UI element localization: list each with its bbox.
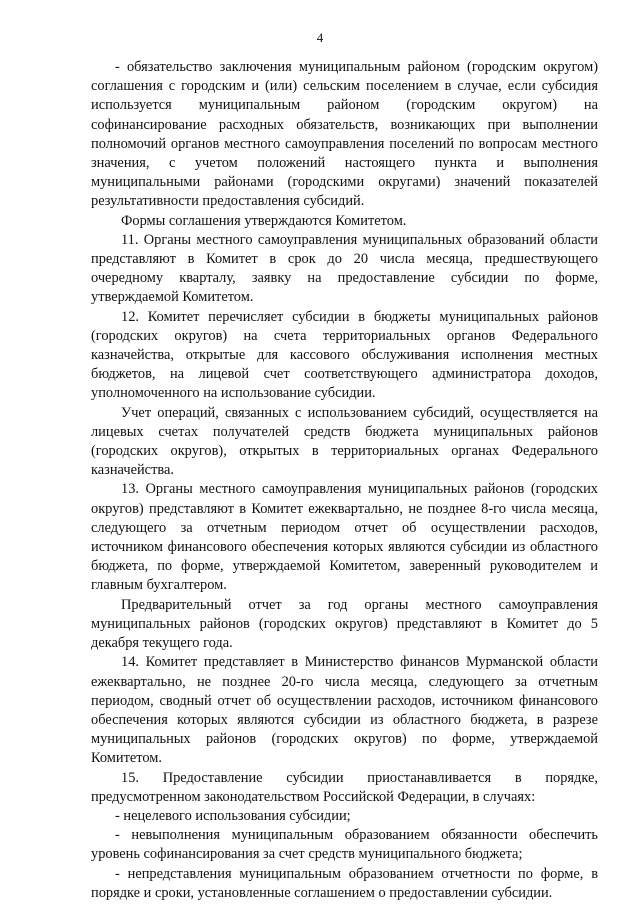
page-number: 4 <box>316 30 324 45</box>
list-item-cofinancing: - невыполнения муниципальным образованием обязанности обеспечить уровень софинансирования за счет средств муниципального бюджета; <box>91 827 598 863</box>
paragraph-agreement-forms: Формы соглашения утверждаются Комитетом. <box>121 212 407 229</box>
paragraph-obligation-agreement: - обязательство заключения муниципальным районом (городским округом) соглашения с городским и (или) сельским поселением в случае, если субсидия используется муниципальным районом (городским округом) на софинансирование расходных обязательств, возникающих при выполнении полномочий органов местного самоуправления поселений по вопросам местного значения, с учетом положений настоящего пункта и выполнения муниципальными районами (городскими округами) значений показателей результативности предоставления субсидий. <box>91 59 598 210</box>
document-body <box>91 58 598 903</box>
list-item-misuse: - нецелевого использования субсидии; <box>115 807 351 824</box>
paragraph-14: 14. Комитет представляет в Министерство финансов Мурманской области ежеквартально, не позднее 20-го числа месяца, следующего за отчетным периодом, сводный отчет об осуществлении расходов, источником финансового обеспечения которых являются субсидии из областного бюджета, в разрезе муниципальных районов (городских округов) по форме, утверждаемой Комитетом. <box>91 654 598 767</box>
paragraph-13: 13. Органы местного самоуправления муниципальных районов (городских округов) представляют в Комитет ежеквартально, не позднее 8-го числа месяца, следующего за отчетным периодом отчет об осуществлении расходов, источником финансового обеспечения которых являются субсидии из областного бюджета, по форме, утверждаемой Комитетом, заверенный руководителем и главным бухгалтером. <box>91 481 598 594</box>
paragraph-15: 15. Предоставление субсидии приостанавливается в порядке, предусмотренном законодательством Российской Федерации, в случаях: <box>91 769 598 805</box>
paragraph-11: 11. Органы местного самоуправления муниципальных образований области представляют в Комитет в срок до 20 числа месяца, предшествующего очередному кварталу, заявку на предоставление субсидии по форме, утверждаемой Комитетом. <box>91 231 598 306</box>
paragraph-preliminary-report: Предварительный отчет за год органы местного самоуправления муниципальных районов (городских округов) представляют в Комитет до 5 декабря текущего года. <box>91 596 598 652</box>
paragraph-12: 12. Комитет перечисляет субсидии в бюджеты муниципальных районов (городских округов) на счета территориальных органов Федерального казначейства, открытые для кассового обслуживания исполнения местных бюджетов, на лицевой счет соответствующего администратора доходов, уполномоченного на использование субсидии. <box>91 308 598 402</box>
list-item-reporting: - непредставления муниципальным образованием отчетности по форме, в порядке и сроки, установленные соглашением о предоставлении субсидии. <box>91 865 598 901</box>
paragraph-accounting: Учет операций, связанных с использованием субсидий, осуществляется на лицевых счетах получателей средств бюджета муниципальных районов (городских округов), открытых в территориальных органах Федерального казначейства. <box>91 404 598 479</box>
